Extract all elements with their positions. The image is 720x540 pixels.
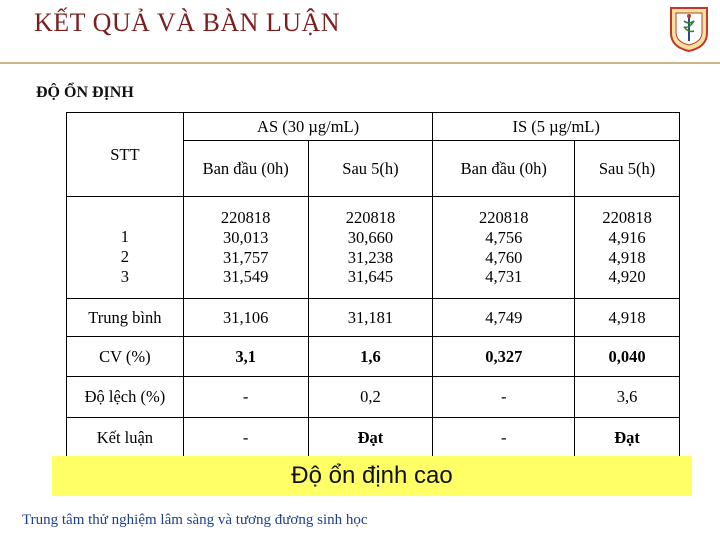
header-is-group: IS (5 µg/mL) [433,113,680,141]
stability-table [66,112,680,458]
value: 31,238 [347,247,394,267]
sample-id: 220818 [602,207,652,227]
row-label: Độ lệch (%) [67,377,184,418]
value: 31,181 [308,299,433,337]
header-is-before: Ban đầu (0h) [433,141,575,197]
header-as-group: AS (30 µg/mL) [183,113,433,141]
value: 3,6 [575,377,680,418]
section-title: ĐỘ ỔN ĐỊNH [36,84,134,101]
header-stt: STT [67,113,184,197]
value: 31,645 [347,267,394,287]
conclusion-banner [52,456,692,496]
value: - [433,418,575,458]
table-row-cv [67,337,680,377]
header-as-before: Ban đầu (0h) [183,141,308,197]
value: - [433,377,575,418]
header-as-after: Sau 5(h) [308,141,433,197]
as-after-cell [308,197,433,299]
row-label: CV (%) [67,337,184,377]
row-label: Kết luận [67,418,184,458]
banner-text: Độ ổn định cao [291,462,453,489]
value: 0,040 [575,337,680,377]
sample-id: 220818 [345,207,396,227]
row-label: Trung bình [67,299,184,337]
value: 0,327 [433,337,575,377]
title-divider [0,62,720,64]
value: 30,013 [222,227,269,247]
value: Đạt [308,418,433,458]
replicate-ids-cell [67,197,184,299]
table-row-deviation [67,377,680,418]
replicate-id: 3 [120,266,130,286]
replicate-id: 1 [120,227,130,247]
sample-id: 220818 [479,207,529,227]
sample-id: 220818 [220,207,271,227]
university-crest-icon [668,5,710,53]
value: 31,757 [222,247,269,267]
value: 4,920 [608,267,646,287]
value: 4,918 [608,247,646,267]
header-is-after: Sau 5(h) [575,141,680,197]
value: Đạt [575,418,680,458]
value: - [183,377,308,418]
value: 4,749 [433,299,575,337]
table-row-conclusion [67,418,680,458]
value: 30,660 [347,227,394,247]
value: 0,2 [308,377,433,418]
is-after-cell [575,197,680,299]
replicate-id: 2 [120,247,130,267]
table-row-mean [67,299,680,337]
value: 4,760 [485,247,523,267]
value: 31,106 [183,299,308,337]
value: 4,916 [608,227,646,247]
value: 1,6 [308,337,433,377]
footer-text: Trung tâm thử nghiệm lâm sàng và tương đương sinh học [22,512,368,528]
page-title: KẾT QUẢ VÀ BÀN LUẬN [34,8,341,37]
value: 3,1 [183,337,308,377]
is-before-cell [433,197,575,299]
value: 4,756 [485,227,523,247]
value: 4,731 [485,267,523,287]
value: 4,918 [575,299,680,337]
as-before-cell [183,197,308,299]
value: 31,549 [222,267,269,287]
value: - [183,418,308,458]
